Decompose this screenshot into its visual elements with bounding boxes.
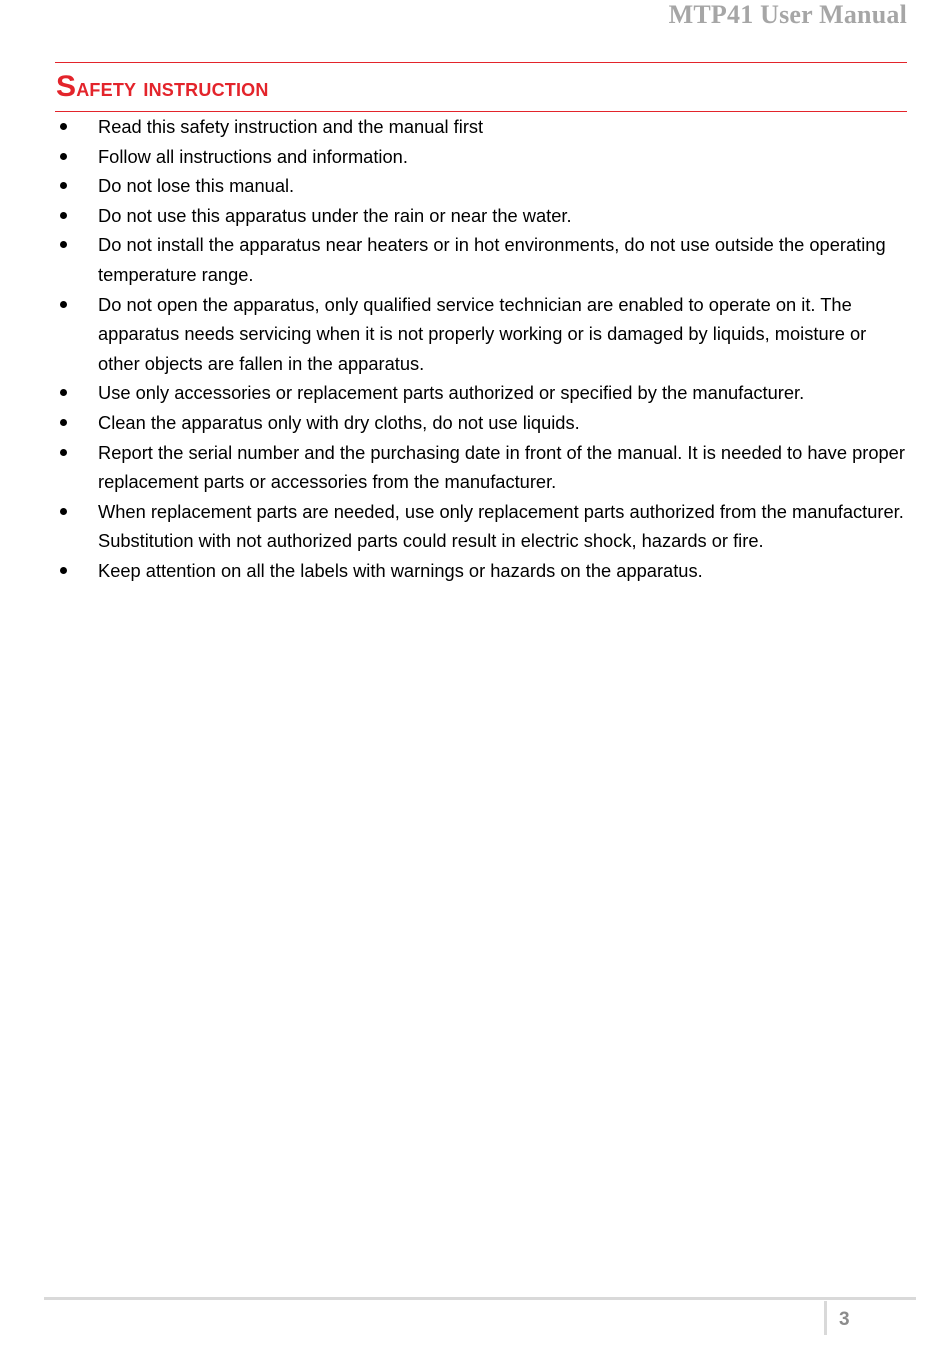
safety-instruction-list xyxy=(55,112,907,586)
list-item-text: Keep attention on all the labels with warnings or hazards on the apparatus. xyxy=(98,559,703,581)
list-item-text: Use only accessories or replacement parts authorized or specified by the manufacturer. xyxy=(98,382,805,404)
bullet-icon xyxy=(60,153,67,160)
bullet-icon xyxy=(60,123,67,130)
list-item xyxy=(55,201,907,231)
list-item-text: Do not install the apparatus near heaters or in hot environments, do not use outside the operating temperature range. xyxy=(98,234,886,285)
list-item-text: Clean the apparatus only with dry cloths, do not use liquids. xyxy=(98,411,580,433)
list-item-text: Follow all instructions and information. xyxy=(98,145,408,167)
list-item-text: Do not use this apparatus under the rain or near the water. xyxy=(98,204,572,226)
section-heading xyxy=(55,62,907,112)
list-item-text: Read this safety instruction and the manual first xyxy=(98,116,484,137)
bullet-icon xyxy=(60,567,67,574)
page-number-box xyxy=(824,1301,854,1335)
list-item xyxy=(55,112,907,142)
section-title-rest: afety instruction xyxy=(76,74,269,102)
bullet-icon xyxy=(60,301,67,308)
bullet-icon xyxy=(60,449,67,456)
list-item xyxy=(55,171,907,201)
list-item xyxy=(55,408,907,438)
section-title-initial: S xyxy=(56,70,77,103)
section-title xyxy=(56,71,269,104)
list-item xyxy=(55,556,907,586)
bullet-icon xyxy=(60,212,67,219)
bullet-icon xyxy=(60,182,67,189)
list-item-text: Do not lose this manual. xyxy=(98,175,295,197)
bullet-icon xyxy=(60,241,67,248)
running-header-title: MTP41 User Manual xyxy=(668,0,907,29)
bullet-icon xyxy=(60,508,67,515)
list-item-text: Do not open the apparatus, only qualified service technician are enabled to operate on it. The apparatus needs servicing when it is not properly working or is damaged by liquids, moisture or other objects are fallen in the apparatus. xyxy=(98,293,867,374)
footer-divider xyxy=(44,1297,916,1300)
bullet-icon xyxy=(60,419,67,426)
list-item xyxy=(55,497,907,556)
list-item-text: When replacement parts are needed, use only replacement parts authorized from the manufacturer. Substitution with not authorized parts could result in electric shock, hazards or fire. xyxy=(98,500,904,552)
list-item xyxy=(55,378,907,408)
list-item xyxy=(55,142,907,172)
list-item-text: Report the serial number and the purchasing date in front of the manual. It is needed to have proper replacement parts or accessories from the manufacturer. xyxy=(98,441,905,493)
list-item xyxy=(55,438,907,497)
list-item xyxy=(55,230,907,289)
page-number: 3 xyxy=(839,1309,850,1330)
bullet-icon xyxy=(60,389,67,396)
list-item xyxy=(55,290,907,379)
